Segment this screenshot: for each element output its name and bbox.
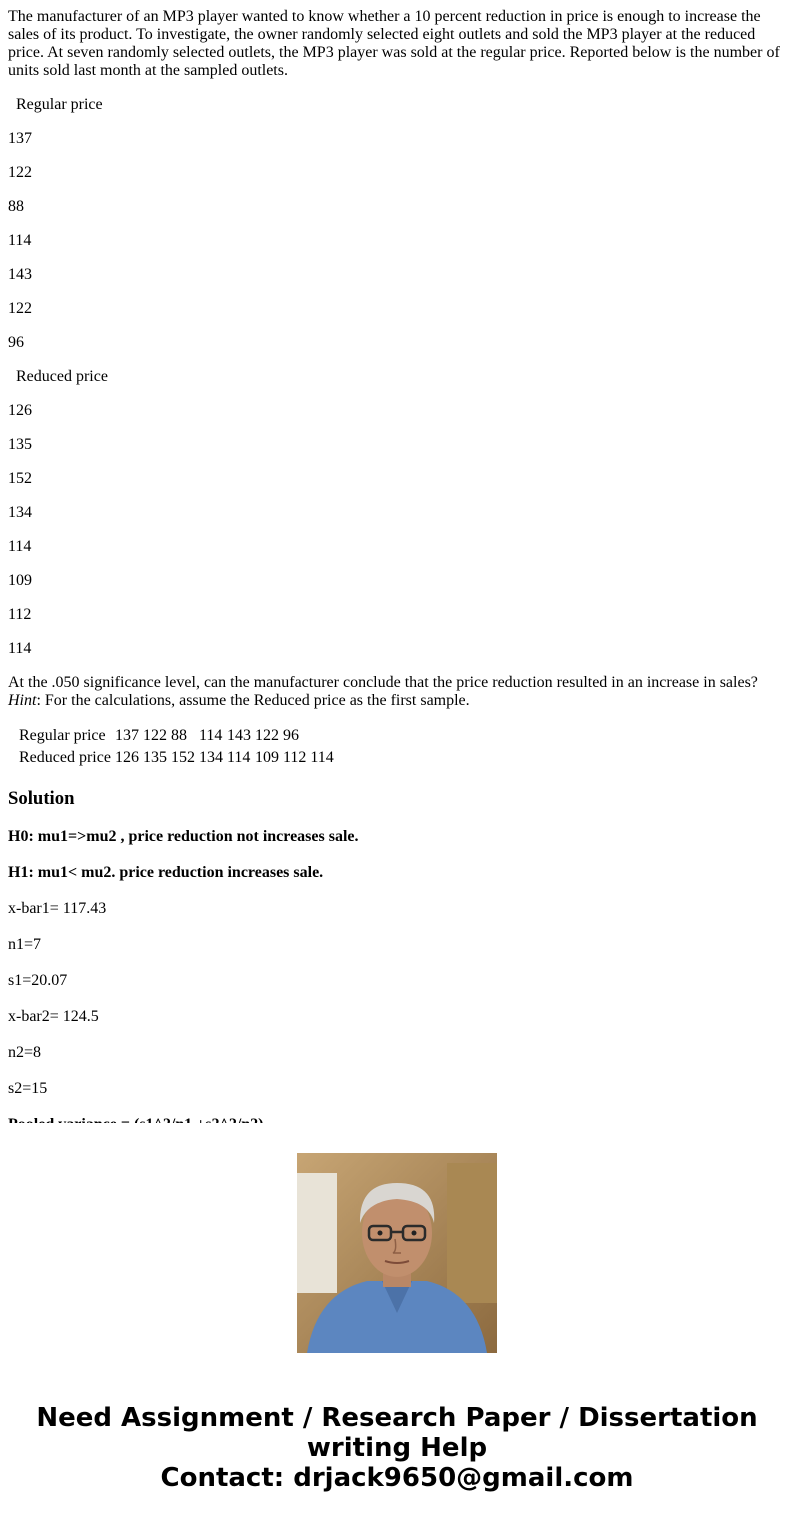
table-row [18,726,335,746]
table-cell: 109 [254,749,279,766]
table-cell [309,726,334,746]
table-cell: 135 [142,749,167,766]
regular-value: 122 [8,300,32,317]
regular-value: 137 [8,130,32,147]
null-hypothesis: H0: mu1=>mu2 , price reduction not increases sale. [8,828,359,845]
document-content [8,0,786,1123]
promo-section [0,1123,794,1523]
table-row-label: Regular price [19,727,106,744]
stat-line: x-bar2= 124.5 [8,1008,99,1025]
table-cell: 114 [310,749,334,766]
avatar [297,1153,497,1353]
table-cell: 143 [226,727,251,744]
regular-value: 122 [8,164,32,181]
regular-value: 96 [8,334,24,351]
reduced-value: 126 [8,402,32,419]
hint-label: Hint [8,692,37,709]
promo-banner [0,1403,794,1493]
solution-body [8,828,786,1134]
table-cell: 114 [198,727,223,744]
regular-price-label: Regular price [16,96,103,113]
question-sentence: At the .050 significance level, can the manufacturer conclude that the price reduction resulted in an increase in sales? [8,674,758,691]
banner-line: writing Help [306,1433,488,1463]
table-cell: 126 [114,749,139,766]
table-cell: 96 [282,727,299,744]
stat-line: n2=8 [8,1044,42,1061]
problem-intro: The manufacturer of an MP3 player wanted to know whether a 10 percent reduction in price is enough to increase the sales of its product. To investigate, the owner randomly selected eight outlets and sold the MP3 player at the reduced price. At seven randomly selected outlets, the MP3 player was sold at the regular price. Reported below is the number of units sold last month at the sampled outlets. [8,8,780,79]
table-cell: 122 [254,727,279,744]
reduced-value: 112 [8,606,32,623]
reduced-price-label: Reduced price [16,368,108,385]
alt-hypothesis: H1: mu1< mu2. price reduction increases sale. [8,864,324,881]
reduced-value: 134 [8,504,32,521]
stat-line: n1=7 [8,936,42,953]
table-cell: 122 [142,727,167,744]
regular-value: 114 [8,232,32,249]
regular-value: 143 [8,266,32,283]
banner-contact[interactable]: Contact: drjack9650@gmail.com [160,1463,634,1493]
table-cell: 152 [170,749,195,766]
reduced-value: 109 [8,572,32,589]
question-text [8,674,786,710]
table-cell: 112 [282,749,307,766]
reduced-value: 114 [8,640,32,657]
table-row [18,748,335,768]
table-cell: 134 [198,749,223,766]
reduced-value: 152 [8,470,32,487]
data-table [16,724,337,770]
banner-line: Need Assignment / Research Paper / Dissertation [36,1403,758,1433]
tutor-photo [297,1153,497,1353]
hint-text: : For the calculations, assume the Reduced price as the first sample. [36,692,470,709]
table-cell: 137 [114,727,139,744]
reduced-value: 114 [8,538,32,555]
stat-line: s2=15 [8,1080,48,1097]
table-cell: 88 [170,727,187,744]
regular-value: 88 [8,198,24,215]
stat-line: x-bar1= 117.43 [8,900,107,917]
reduced-value: 135 [8,436,32,453]
table-row-label: Reduced price [19,749,111,766]
stat-line: s1=20.07 [8,972,68,989]
solution-heading: Solution [8,788,75,809]
table-cell: 114 [226,749,251,766]
